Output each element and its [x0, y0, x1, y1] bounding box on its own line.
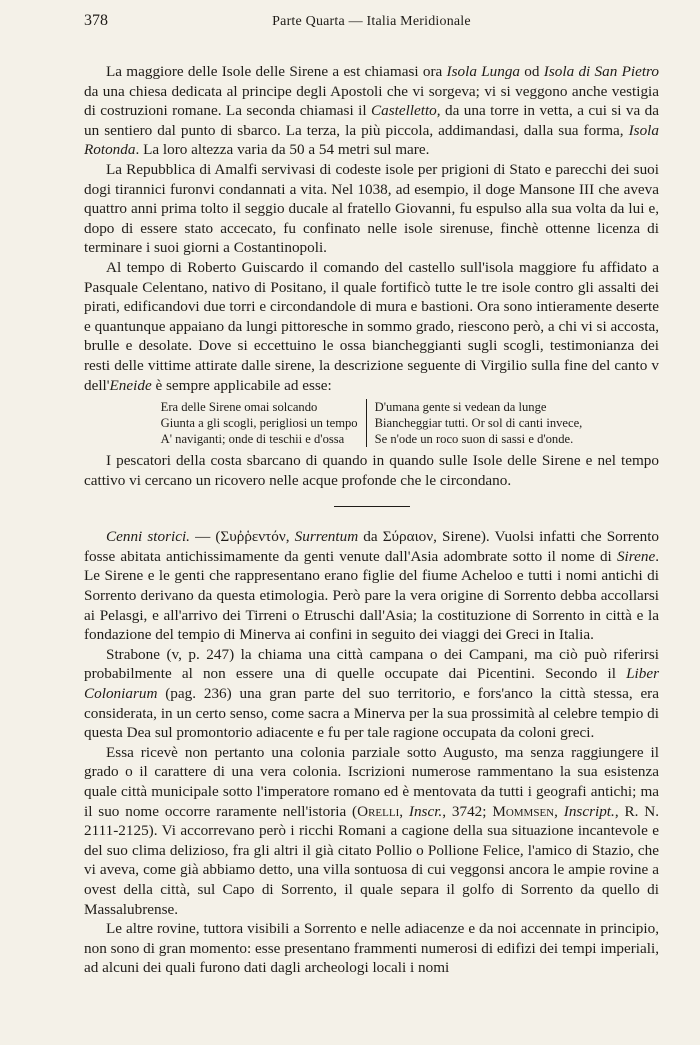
paragraph-augusto-colony: Essa ricevè non pertanto una colonia parziale sotto Augusto, ma senza raggiungere il grado o il carattere di una vera colonia. Iscrizioni numerose rammentano la sua esistenza quale città municipale sotto l'imperatore romano ed è mentovata da tutti i geografi antichi; ma il suo nome occorre raramente nell'istoria (Orelli, Inscr., 3742; Mommsen, Inscript., R. N. 2111-2125). Vi accorrevano però i ricchi Romani a cagione della sua situazione incantevole e del suo clima delizioso, fra gli altri il già citato Pollio o Pollione Felice, l'amico di Stazio, che vi aveva, come già abbiamo detto, una villa sontuosa di cui veggonsi ancora le ampie rovine a ovest della città, sul Capo di Sorrento, il quale separa il golfo di Sorrento da quello di Massalubrense.	[84, 743, 660, 918]
paragraph-fishermen: I pescatori della costa sbarcano di quando in quando sulle Isole delle Sirene e nel tempo cattivo vi cercano un ricovero nelle acque profonde che le circondano.	[84, 452, 659, 489]
page-number: 378	[84, 12, 108, 29]
section-divider	[334, 506, 410, 507]
verse-line: Giunta a gli scogli, perigliosi un tempo	[160, 416, 358, 431]
page-body	[84, 62, 659, 978]
paragraph-sirens-islands: La maggiore delle Isole delle Sirene a est chiamasi ora Isola Lunga od Isola di San Pietro da una chiesa dedicata al principe degli Apostoli che vi sorgeva; vi si veggono anche vestigia di costruzioni romane. La seconda chiamasi il Castelletto, da una torre in vetta, a cui si va da un sentiero dal punto di sbarco. La terza, la più piccola, addimandasi, dalla sua forma, Isola Rotonda. La loro altezza varia da 50 a 54 metri sul mare.	[84, 63, 659, 159]
verse-line: A' naviganti; onde di teschii e d'ossa	[160, 432, 345, 447]
quotation-right-column	[366, 399, 591, 447]
verse-line: D'umana gente si vedean da lunge	[374, 400, 547, 415]
verse-line: Era delle Sirene omai solcando	[160, 400, 318, 415]
virgil-quotation	[84, 399, 659, 447]
paragraph-strabone: Strabone (v, p. 247) la chiama una città campana o dei Campani, ma ciò può riferirsi probabilmente al non essere una di quelle occupate dai Picentini. Secondo il Liber Coloniarum (pag. 236) una gran parte del suo territorio, e fors'anco la città stessa, era considerata, in un certo senso, come sacra a Minerva per la sua prossimità al celebre tempio di questa Dea sul promontorio adiacente e fu per tale ragione occupata da coloni greci.	[84, 645, 659, 742]
quotation-left-column	[153, 399, 366, 447]
paragraph-cenni-storici: Cenni storici. — (Συῤῥεντόν, Surrentum da Σύραιον, Sirene). Vuolsi infatti che Sorrento fosse abitata antichissimamente da genti venute dall'Asia adombrate sotto il nome di Sirene. Le Sirene e le genti che rappresentano erano figlie del fiume Acheloo e tutti i nomi antichi di Sorrento derivano da questa etimologia. Però pare la vera origine di Sorrento debba accollarsi ai Pelasgi, e all'arrivo dei Tirreni o Etruschi dall'Asia; la costituzione di Sorrento in città e la fondazione del tempio di Minerva ai confini in seguito dei viaggi dei Greci in Italia.	[84, 528, 660, 644]
verse-line: Se n'ode un roco suon di sassi e d'onde.	[374, 432, 574, 447]
page-header	[84, 12, 659, 36]
running-title: Parte Quarta — Italia Meridionale	[272, 14, 471, 29]
paragraph-guiscardo: Al tempo di Roberto Guiscardo il comando del castello sull'isola maggiore fu affidato a Pasquale Celentano, nativo di Positano, il quale fortificò tutte le tre isole contro gli assalti dei pirati, edificandovi due torri e circondandole di mura e bastioni. Ora sono intieramente deserte e quantunque appaiano da lungi pittoresche in sommo grado, riescono però, a chi vi si accosta, brulle e desolate. Dove si eccettuino le ossa biancheggianti sugli scogli, testimonianza dei resti delle vittime attirate dalle sirene, la descrizione seguente di Virgilio sulla fine del canto v dell'Eneide è sempre applicabile ad esse:	[84, 258, 659, 394]
paragraph-other-ruins: Le altre rovine, tuttora visibili a Sorrento e nelle adiacenze e da noi accennate in principio, non sono di gran momento: esse presentano frammenti numerosi di edifizi dei tempi imperiali, ad alcuni dei quali furono dati dagli archeologi locali i nomi	[84, 920, 659, 977]
paragraph-amalfi-republic: La Repubblica di Amalfi servivasi di codeste isole per prigioni di Stato e parecchi dei suoi dogi tirannici furonvi condannati a vita. Nel 1038, ad esempio, il doge Mansone III che aveva quattro anni prima tolto il seggio ducale al fratello Giovanni, fu espulso alla sua volta da lui e, dopo di essere stato accecato, fu confinato nelle isole sirenuse, finchè ottenne licenza di terminare i suoi giorni a Costantinopoli.	[84, 160, 659, 257]
verse-line: Biancheggiar tutti. Or sol di canti invece,	[374, 416, 583, 431]
